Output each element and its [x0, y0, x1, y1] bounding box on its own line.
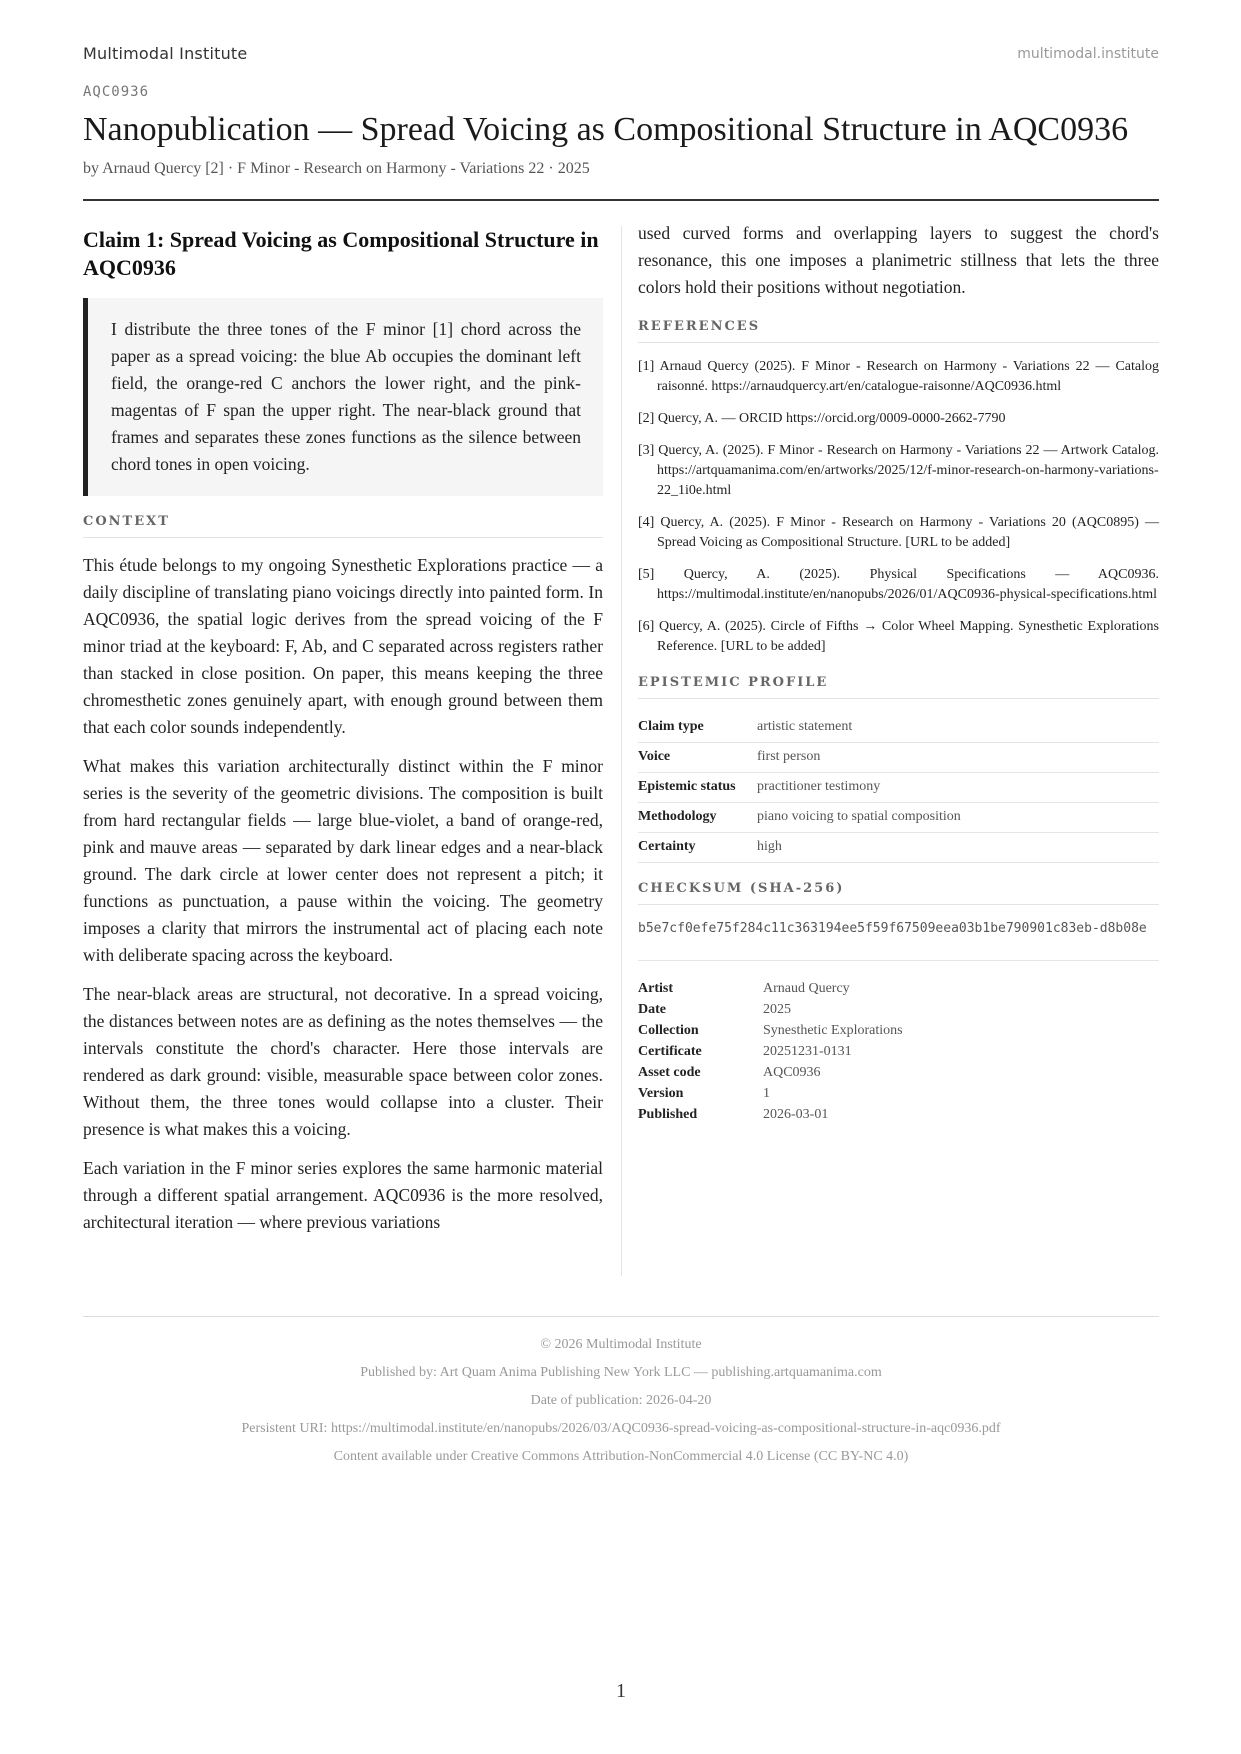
- row-value: 20251231-0131: [763, 1044, 852, 1059]
- table-row: [638, 1105, 1159, 1126]
- references-heading: REFERENCES: [638, 319, 1159, 343]
- row-key: Collection: [638, 1023, 699, 1038]
- row-value: artistic statement: [757, 713, 1159, 743]
- checksum-heading: CHECKSUM (SHA-256): [638, 881, 1159, 905]
- row-key: Date: [638, 1002, 666, 1017]
- table-row: [638, 1021, 1159, 1042]
- site-name: Multimodal Institute: [83, 44, 248, 63]
- site-url-link[interactable]: multimodal.institute: [1017, 46, 1159, 62]
- row-value: Synesthetic Explorations: [763, 1023, 903, 1038]
- row-value: first person: [757, 743, 1159, 773]
- page-title: Nanopublication — Spread Voicing as Compositional Structure in AQC0936: [83, 111, 1129, 148]
- table-row: [638, 773, 1159, 803]
- row-key: Artist: [638, 981, 673, 996]
- context-paragraph: The near-black areas are structural, not decorative. In a spread voicing, the distances between notes are as defining as the notes themselves — the intervals constitute the chord's character. Here those intervals are rendered as dark ground: visible, measurable space between color zones. Without them, the three tones would collapse into a cluster. Their presence is what makes this a voicing.: [83, 984, 603, 1139]
- row-value: 2026-03-01: [763, 1107, 829, 1122]
- epistemic-heading: EPISTEMIC PROFILE: [638, 675, 1159, 699]
- table-row: [638, 1042, 1159, 1063]
- row-key: Claim type: [638, 713, 757, 743]
- row-key: Asset code: [638, 1065, 701, 1080]
- row-key: Version: [638, 1086, 684, 1101]
- context-heading: CONTEXT: [83, 514, 603, 538]
- reference-item[interactable]: [1] Arnaud Quercy (2025). F Minor - Research on Harmony - Variations 22 — Catalog raisonné. https://arnaudquercy.art/en/catalogue-raisonne/AQC0936.html: [638, 359, 1159, 394]
- epistemic-table: [638, 713, 1159, 863]
- table-row: [638, 1000, 1159, 1021]
- table-row: [638, 713, 1159, 743]
- context-paragraph: Each variation in the F minor series explores the same harmonic material through a different spatial arrangement. AQC0936 is the more resolved, architectural iteration — where previous variations: [83, 1158, 603, 1232]
- footer-publication-date: Date of publication: 2026-04-20: [530, 1393, 712, 1408]
- left-column: [83, 226, 603, 1248]
- metadata-table: [638, 979, 1159, 1126]
- claim-quote: I distribute the three tones of the F minor [1] chord across the paper as a spread voicing: the blue Ab occupies the dominant left field, the orange-red C anchors the lower right, and the pink-magentas of F span the upper right. The near-black ground that frames and separates these zones functions as the silence between chord tones in open voicing.: [83, 298, 603, 496]
- row-key: Methodology: [638, 803, 757, 833]
- reference-item[interactable]: [3] Quercy, A. (2025). F Minor - Research on Harmony - Variations 22 — Artwork Catalog. https://artquamanima.com/en/artworks/2025/12/f-minor-research-on-harmony-variations-22_1i0e.html: [638, 443, 1159, 498]
- row-value: 1: [763, 1086, 770, 1101]
- footer-publisher: Published by: Art Quam Anima Publishing New York LLC — publishing.artquamanima.com: [360, 1365, 882, 1380]
- reference-item: [6] Quercy, A. (2025). Circle of Fifths → Color Wheel Mapping. Synesthetic Explorations Reference. [URL to be added]: [638, 619, 1159, 654]
- table-row: [638, 1063, 1159, 1084]
- claim-title: Claim 1: Spread Voicing as Compositional Structure in AQC0936: [83, 227, 599, 280]
- context-continuation: used curved forms and overlapping layers to suggest the chord's resonance, this one imposes a planimetric stillness that lets the three colors hold their positions without negotiation.: [638, 223, 1159, 297]
- table-row: [638, 979, 1159, 1000]
- right-column: [638, 223, 1159, 1126]
- row-value: AQC0936: [763, 1065, 821, 1080]
- table-row: [638, 743, 1159, 773]
- reference-item: [4] Quercy, A. (2025). F Minor - Research on Harmony - Variations 20 (AQC0895) — Spread Voicing as Compositional Structure. [URL to be added]: [638, 515, 1159, 550]
- footer-copyright: © 2026 Multimodal Institute: [540, 1337, 702, 1352]
- context-paragraph: What makes this variation architecturally distinct within the F minor series is the severity of the geometric divisions. The composition is built from hard rectangular fields — large blue-violet, a band of orange-red, pink and mauve areas — separated by dark linear edges and a near-black ground. The dark circle at lower center does not represent a pitch; it functions as punctuation, a pause within the voicing. The geometry imposes a clarity that mirrors the instrumental act of placing each note with deliberate spacing across the keyboard.: [83, 756, 603, 965]
- checksum-value: b5e7cf0efe75f284c11c363194ee5f59f67509eea03b1be790901c83eb-d8b08e: [638, 919, 1159, 961]
- footer-persistent-uri[interactable]: Persistent URI: https://multimodal.institute/en/nanopubs/2026/03/AQC0936-spread-voicing-as-compositional-structure-in-aqc0936.pdf: [241, 1421, 1001, 1436]
- page-footer: [83, 1316, 1159, 1475]
- site-header: [83, 44, 1159, 68]
- column-divider: [621, 226, 622, 1276]
- row-key: Published: [638, 1107, 698, 1122]
- reference-item[interactable]: [5] Quercy, A. (2025). Physical Specifications — AQC0936. https://multimodal.institute/en/nanopubs/2026/01/AQC0936-physical-specifications.html: [638, 567, 1159, 602]
- row-value: practitioner testimony: [757, 773, 1159, 803]
- page-number: 1: [616, 1680, 626, 1702]
- asset-code: AQC0936: [83, 84, 150, 100]
- footer-license: Content available under Creative Commons Attribution-NonCommercial 4.0 License (CC BY-NC 4.0): [333, 1449, 909, 1464]
- byline: by Arnaud Quercy [2] · F Minor - Research on Harmony - Variations 22 · 2025: [83, 160, 590, 177]
- header-divider: [83, 199, 1159, 201]
- context-paragraph: This étude belongs to my ongoing Synesthetic Explorations practice — a daily discipline of translating piano voicings directly into painted form. In AQC0936, the spatial logic derives from the spread voicing of the F minor triad at the keyboard: F, Ab, and C separated across registers rather than stacked in close position. On paper, this means keeping the three chromesthetic zones genuinely apart, with enough ground between them that each color sounds independently.: [83, 555, 603, 737]
- document-page: [83, 0, 1159, 1754]
- reference-item[interactable]: [2] Quercy, A. — ORCID https://orcid.org/0009-0000-2662-7790: [638, 411, 1006, 426]
- row-value: Arnaud Quercy: [763, 981, 850, 996]
- table-row: [638, 1084, 1159, 1105]
- row-key: Voice: [638, 743, 757, 773]
- row-key: Epistemic status: [638, 773, 757, 803]
- row-key: Certificate: [638, 1044, 702, 1059]
- table-row: [638, 803, 1159, 833]
- row-value: high: [757, 833, 1159, 863]
- row-value: 2025: [763, 1002, 791, 1017]
- table-row: [638, 833, 1159, 863]
- row-value: piano voicing to spatial composition: [757, 803, 1159, 833]
- row-key: Certainty: [638, 833, 757, 863]
